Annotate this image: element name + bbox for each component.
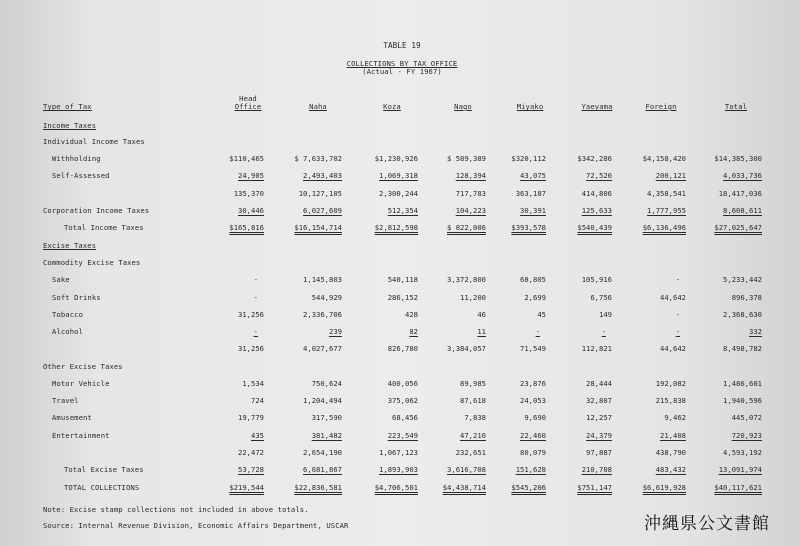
cell-indiv-sub-7: 18,417,036	[718, 189, 762, 198]
label-self-assessed: Self-Assessed	[52, 171, 110, 180]
cell-commodity-sub-0: 31,256	[238, 344, 264, 353]
cell-withholding-2: $1,230,926	[374, 154, 418, 163]
cell-soft-drinks-3: 11,200	[460, 293, 486, 302]
cell-alcohol-7: 332	[749, 327, 762, 336]
table-label: TABLE 19	[383, 41, 421, 50]
cell-other-sub-4: 80,079	[520, 448, 546, 457]
header-head-line2: Office	[234, 102, 262, 111]
cell-total-income-3: $ 822,006	[447, 223, 486, 232]
cell-total-income-1: $16,154,714	[294, 223, 342, 232]
cell-total-collections-4: $545,206	[511, 483, 546, 492]
cell-total-excise-3: 3,616,708	[447, 465, 486, 474]
cell-entertainment-5: 24,379	[586, 431, 612, 440]
cell-motor-vehicle-1: 750,624	[311, 379, 342, 388]
table-subtitle: (Actual - FY 1967)	[362, 67, 442, 76]
cell-amusement-3: 7,838	[464, 413, 486, 422]
footnote: Note: Excise stamp collections not included in above totals.	[43, 505, 309, 514]
cell-indiv-sub-3: 717,783	[455, 189, 486, 198]
cell-total-excise-0: 53,728	[238, 465, 264, 474]
cell-corporation-3: 104,223	[455, 206, 486, 215]
cell-indiv-sub-0: 135,370	[233, 189, 264, 198]
cell-corporation-1: 6,027,609	[303, 206, 342, 215]
label-alcohol: Alcohol	[52, 327, 83, 336]
column-header-nago: Nago	[454, 102, 472, 111]
column-header-naha: Naha	[309, 102, 327, 111]
label-tobacco: Tobacco	[52, 310, 83, 319]
cell-motor-vehicle-6: 192,082	[655, 379, 686, 388]
label-total-collections: TOTAL COLLECTIONS	[64, 483, 140, 492]
cell-total-income-5: $540,439	[577, 223, 612, 232]
cell-alcohol-5: -	[601, 327, 606, 336]
cell-soft-drinks-5: 6,756	[590, 293, 612, 302]
cell-travel-6: 215,838	[655, 396, 686, 405]
column-header-yaeyama: Yaeyama	[581, 102, 613, 111]
label-individual-income: Individual Income Taxes	[43, 137, 145, 146]
cell-soft-drinks-0: -	[253, 293, 258, 302]
cell-withholding-4: $320,112	[511, 154, 546, 163]
cell-commodity-sub-4: 71,549	[520, 344, 546, 353]
cell-motor-vehicle-7: 1,486,601	[723, 379, 762, 388]
label-total-income: Total Income Taxes	[64, 223, 144, 232]
cell-total-income-0: $165,816	[229, 223, 264, 232]
cell-tobacco-7: 2,368,630	[723, 310, 762, 319]
cell-total-excise-6: 483,432	[655, 465, 686, 474]
cell-self-assessed-7: 4,033,736	[723, 171, 762, 180]
cell-withholding-3: $ 589,389	[447, 154, 486, 163]
cell-alcohol-4: -	[535, 327, 540, 336]
cell-tobacco-5: 149	[599, 310, 612, 319]
cell-motor-vehicle-0: 1,534	[242, 379, 264, 388]
cell-sake-5: 105,916	[581, 275, 612, 284]
cell-commodity-sub-1: 4,027,677	[303, 344, 342, 353]
cell-tobacco-2: 428	[405, 310, 418, 319]
section-excise-taxes: Excise Taxes	[43, 241, 97, 250]
cell-sake-2: 540,118	[387, 275, 418, 284]
column-header-miyako: Miyako	[516, 102, 544, 111]
column-header-foreign: Foreign	[645, 102, 677, 111]
cell-self-assessed-6: 200,121	[655, 171, 686, 180]
cell-travel-2: 375,062	[387, 396, 418, 405]
header-head-line1: Head	[239, 94, 257, 103]
cell-travel-3: 87,618	[460, 396, 486, 405]
cell-amusement-0: 19,779	[238, 413, 264, 422]
cell-other-sub-5: 97,887	[586, 448, 612, 457]
cell-total-excise-1: 6,681,867	[303, 465, 342, 474]
cell-withholding-5: $342,286	[577, 154, 612, 163]
cell-self-assessed-4: 43,075	[520, 171, 546, 180]
cell-indiv-sub-5: 414,806	[581, 189, 612, 198]
cell-amusement-4: 9,690	[524, 413, 546, 422]
cell-tobacco-1: 2,336,706	[303, 310, 342, 319]
cell-total-collections-7: $40,117,621	[714, 483, 762, 492]
column-header-koza: Koza	[383, 102, 401, 111]
cell-sake-3: 3,372,800	[447, 275, 486, 284]
cell-commodity-sub-2: 826,780	[387, 344, 418, 353]
cell-corporation-6: 1,777,955	[647, 206, 686, 215]
cell-self-assessed-5: 72,520	[586, 171, 612, 180]
cell-other-sub-0: 22,472	[238, 448, 264, 457]
cell-sake-7: 5,233,442	[723, 275, 762, 284]
cell-self-assessed-0: 24,905	[238, 171, 264, 180]
cell-other-sub-6: 438,790	[655, 448, 686, 457]
cell-withholding-6: $4,158,420	[642, 154, 686, 163]
cell-travel-4: 24,053	[520, 396, 546, 405]
cell-total-collections-5: $751,147	[577, 483, 612, 492]
cell-other-sub-1: 2,654,190	[303, 448, 342, 457]
cell-entertainment-4: 22,460	[520, 431, 546, 440]
cell-entertainment-3: 47,210	[460, 431, 486, 440]
cell-total-collections-3: $4,438,714	[442, 483, 486, 492]
cell-tobacco-0: 31,256	[238, 310, 264, 319]
cell-sake-6: -	[675, 275, 680, 284]
cell-corporation-2: 512,354	[387, 206, 418, 215]
label-entertainment: Entertainment	[52, 431, 110, 440]
cell-travel-5: 32,807	[586, 396, 612, 405]
cell-sake-1: 1,145,803	[303, 275, 342, 284]
cell-tobacco-4: 45	[537, 310, 546, 319]
cell-total-income-7: $27,025,647	[714, 223, 762, 232]
cell-entertainment-0: 435	[251, 431, 264, 440]
cell-entertainment-2: 223,549	[387, 431, 418, 440]
cell-self-assessed-3: 128,394	[455, 171, 486, 180]
cell-sake-0: -	[253, 275, 258, 284]
cell-total-collections-1: $22,836,581	[294, 483, 342, 492]
cell-indiv-sub-2: 2,300,244	[379, 189, 418, 198]
cell-alcohol-3: 11	[477, 327, 486, 336]
cell-total-collections-0: $219,544	[229, 483, 264, 492]
source-note: Source: Internal Revenue Division, Economic Affairs Department, USCAR	[43, 521, 349, 530]
label-sake: Sake	[52, 275, 70, 284]
cell-motor-vehicle-2: 400,056	[387, 379, 418, 388]
section-income-taxes: Income Taxes	[43, 121, 97, 130]
cell-soft-drinks-4: 2,699	[524, 293, 546, 302]
label-motor-vehicle: Motor Vehicle	[52, 379, 110, 388]
cell-corporation-0: 30,446	[238, 206, 264, 215]
table-title: COLLECTIONS BY TAX OFFICE	[346, 59, 458, 68]
cell-soft-drinks-6: 44,642	[660, 293, 686, 302]
header-type-of-tax: Type of Tax	[43, 102, 92, 111]
cell-withholding-1: $ 7,633,702	[294, 154, 342, 163]
cell-alcohol-1: 239	[329, 327, 342, 336]
cell-amusement-5: 12,257	[586, 413, 612, 422]
cell-total-excise-4: 151,628	[515, 465, 546, 474]
cell-withholding-0: $110,465	[229, 154, 264, 163]
cell-entertainment-7: 720,923	[731, 431, 762, 440]
label-commodity-excise: Commodity Excise Taxes	[43, 258, 141, 267]
cell-corporation-4: 30,391	[520, 206, 546, 215]
column-header-total: Total	[724, 102, 748, 111]
cell-other-sub-2: 1,067,123	[379, 448, 418, 457]
cell-indiv-sub-6: 4,358,541	[647, 189, 686, 198]
label-withholding: Withholding	[52, 154, 101, 163]
cell-self-assessed-2: 1,069,318	[379, 171, 418, 180]
cell-motor-vehicle-5: 28,444	[586, 379, 612, 388]
cell-alcohol-2: 82	[409, 327, 418, 336]
label-total-excise: Total Excise Taxes	[64, 465, 144, 474]
cell-amusement-7: 445,072	[731, 413, 762, 422]
cell-sake-4: 68,805	[520, 275, 546, 284]
cell-self-assessed-1: 2,493,403	[303, 171, 342, 180]
cell-total-income-6: $6,136,496	[642, 223, 686, 232]
cell-alcohol-6: -	[675, 327, 680, 336]
cell-other-sub-7: 4,593,192	[723, 448, 762, 457]
cell-commodity-sub-7: 8,498,782	[723, 344, 762, 353]
cell-total-collections-2: $4,706,501	[374, 483, 418, 492]
cell-soft-drinks-7: 896,378	[731, 293, 762, 302]
archive-watermark: 沖縄県公文書館	[644, 514, 770, 534]
cell-entertainment-1: 381,482	[311, 431, 342, 440]
label-other-excise: Other Excise Taxes	[43, 362, 123, 371]
cell-total-income-4: $393,578	[511, 223, 546, 232]
cell-entertainment-6: 21,408	[660, 431, 686, 440]
cell-soft-drinks-1: 544,929	[311, 293, 342, 302]
cell-amusement-2: 68,456	[392, 413, 418, 422]
cell-travel-0: 724	[251, 396, 264, 405]
cell-amusement-1: 317,590	[311, 413, 342, 422]
cell-soft-drinks-2: 286,152	[387, 293, 418, 302]
cell-indiv-sub-1: 10,127,105	[298, 189, 342, 198]
cell-motor-vehicle-4: 23,876	[520, 379, 546, 388]
cell-amusement-6: 9,462	[664, 413, 686, 422]
cell-corporation-7: 8,608,611	[723, 206, 762, 215]
cell-total-income-2: $2,812,598	[374, 223, 418, 232]
cell-motor-vehicle-3: 89,985	[460, 379, 486, 388]
cell-alcohol-0: -	[253, 327, 258, 336]
cell-total-excise-2: 1,893,903	[379, 465, 418, 474]
cell-commodity-sub-3: 3,384,057	[447, 344, 486, 353]
label-corporation: Corporation Income Taxes	[43, 206, 150, 215]
label-travel: Travel	[52, 396, 79, 405]
cell-travel-1: 1,204,494	[303, 396, 342, 405]
cell-corporation-5: 125,633	[581, 206, 612, 215]
label-soft-drinks: Soft Drinks	[52, 293, 101, 302]
cell-total-excise-7: 13,091,974	[718, 465, 762, 474]
cell-total-excise-5: 210,708	[581, 465, 612, 474]
cell-total-collections-6: $6,619,928	[642, 483, 686, 492]
label-amusement: Amusement	[52, 413, 92, 422]
cell-commodity-sub-5: 112,821	[581, 344, 612, 353]
cell-other-sub-3: 232,651	[455, 448, 486, 457]
cell-tobacco-6: -	[675, 310, 680, 319]
cell-commodity-sub-6: 44,642	[660, 344, 686, 353]
cell-travel-7: 1,940,596	[723, 396, 762, 405]
cell-indiv-sub-4: 363,187	[515, 189, 546, 198]
cell-withholding-7: $14,385,300	[714, 154, 762, 163]
cell-tobacco-3: 46	[477, 310, 486, 319]
